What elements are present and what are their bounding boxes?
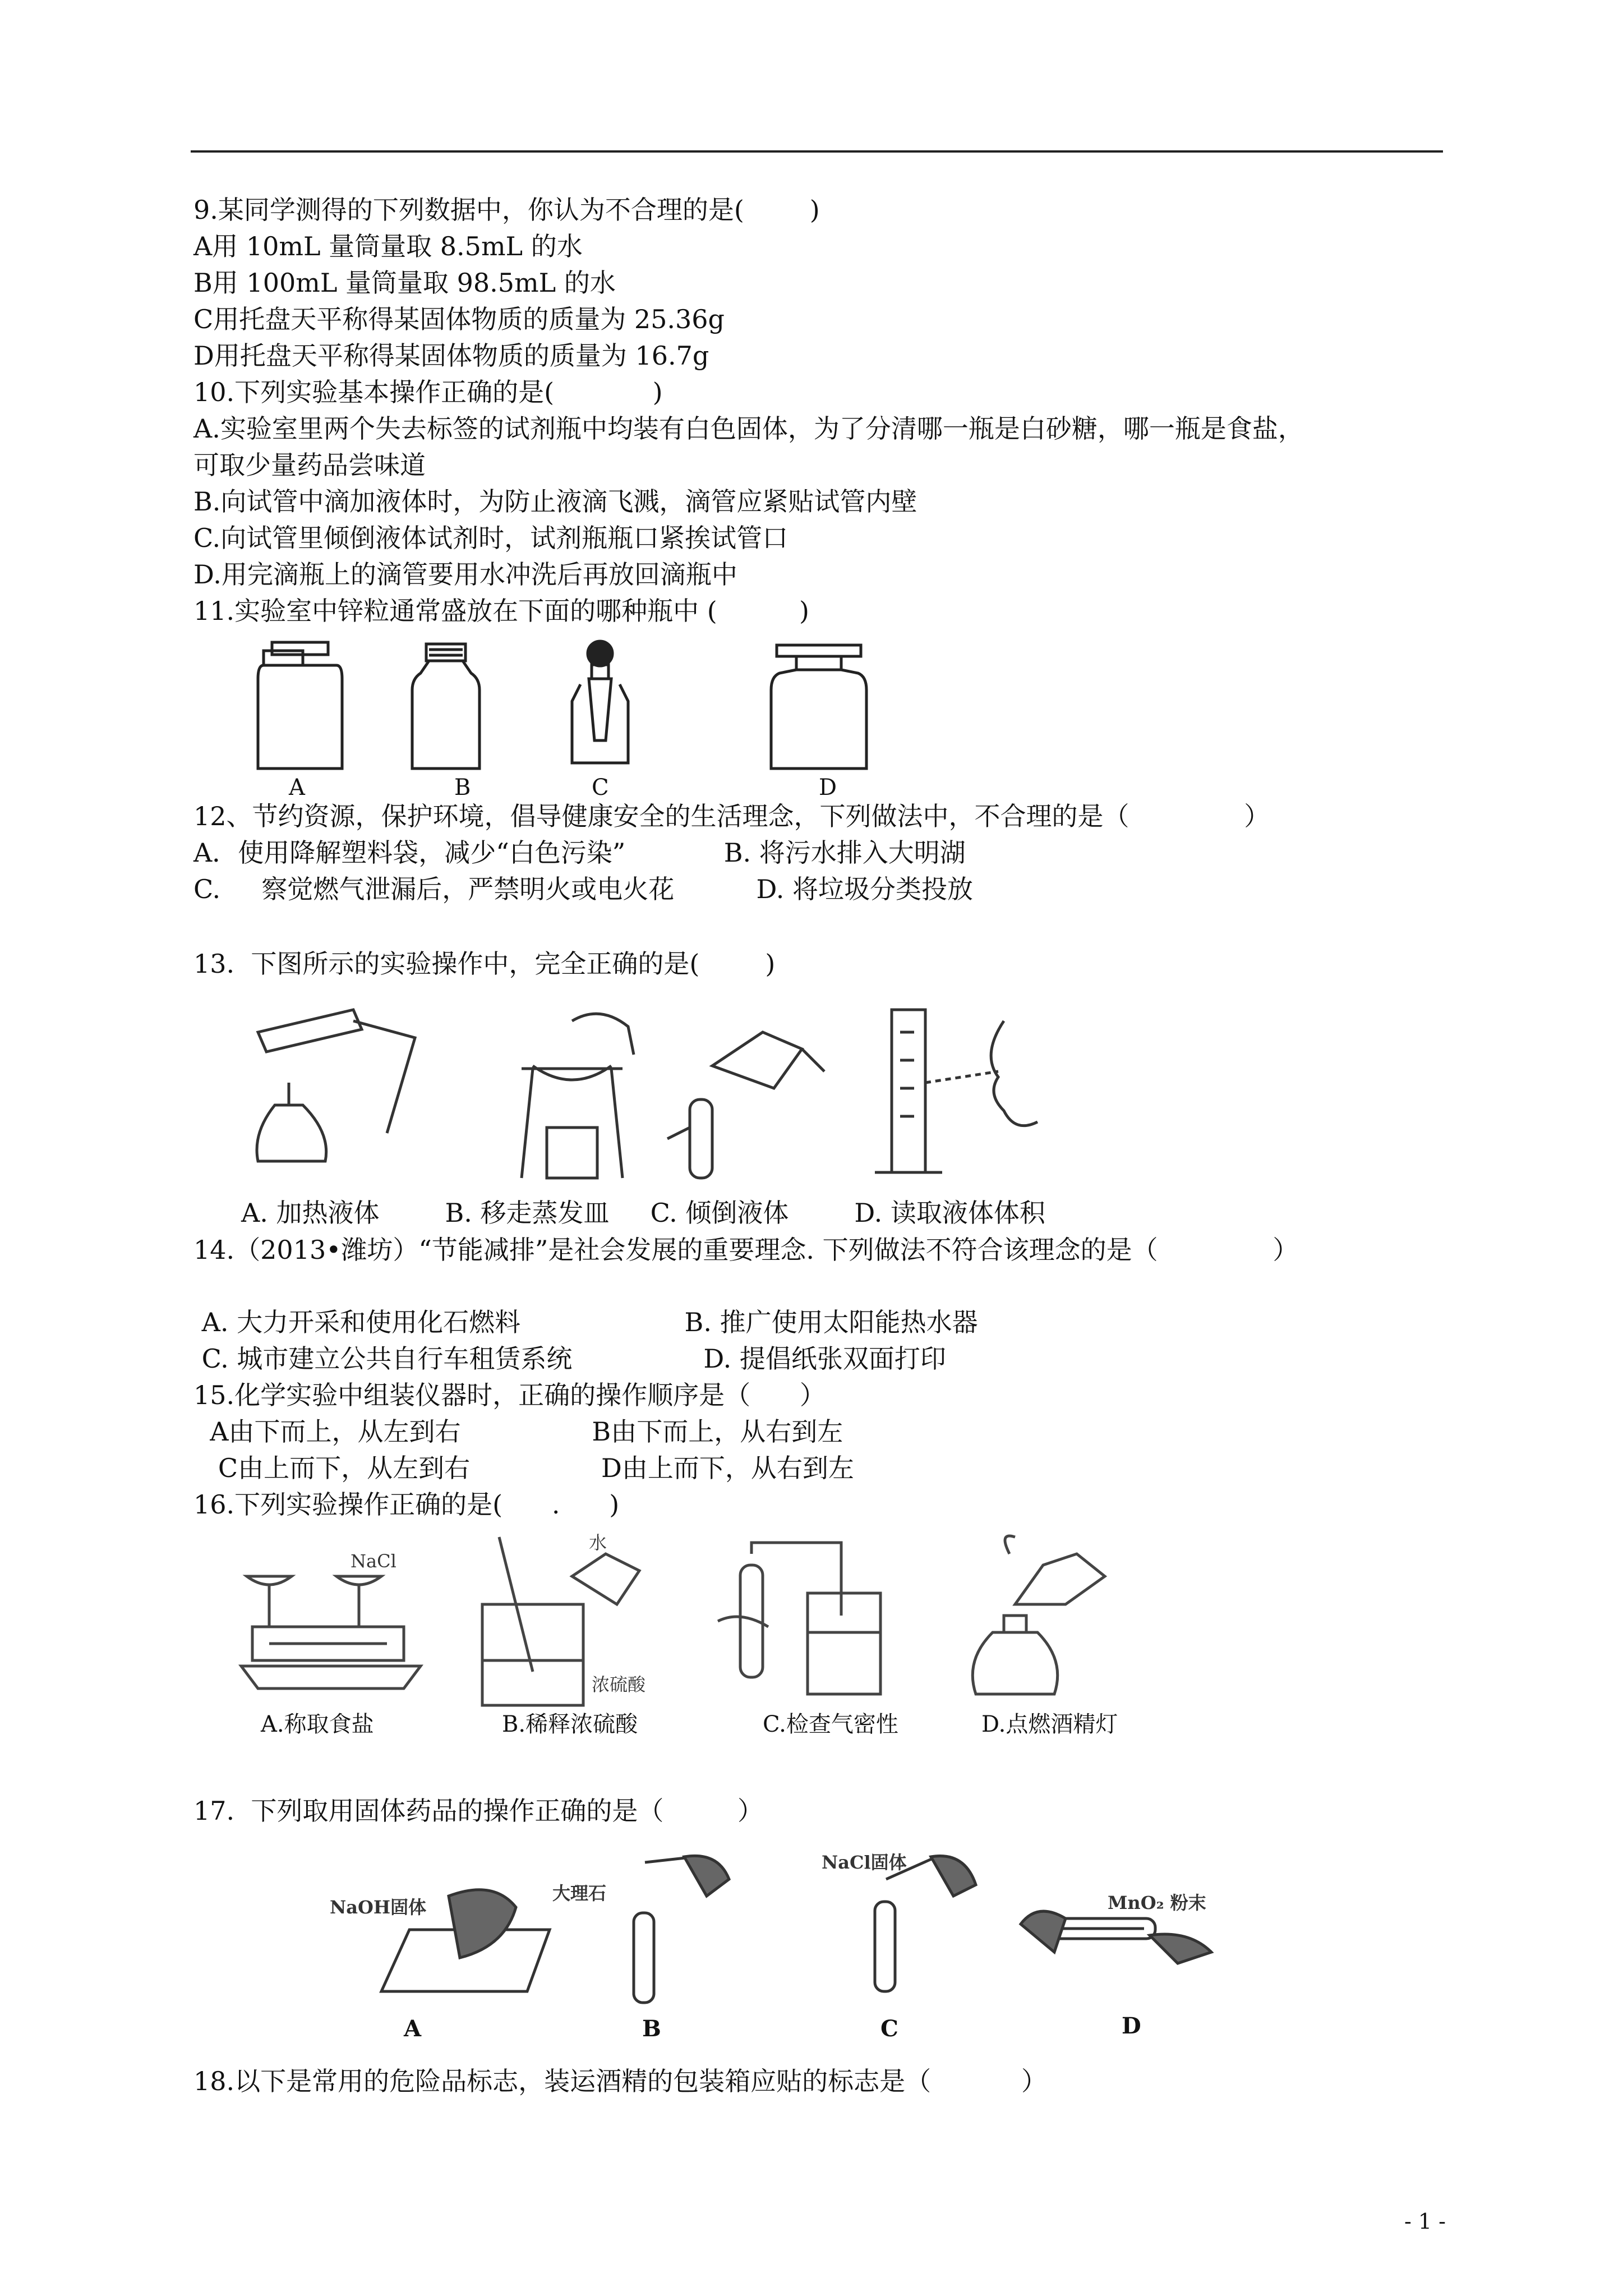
q10-option-a-line1: A.实验室里两个失去标签的试剂瓶中均装有白色固体，为了分清哪一瓶是白砂糖，哪一瓶是食盐， <box>193 413 1304 444</box>
q9-stem: 9.某同学测得的下列数据中，你认为不合理的是( ) <box>193 195 820 225</box>
q11-label-c: C <box>592 775 609 800</box>
q16-caption-a: A.称取食盐 <box>261 1711 374 1737</box>
q12-options-ab: A．使用降解塑料袋，减少“白色污染” B. 将污水排入大明湖 <box>193 838 966 868</box>
q12-options-cd: C. 察觉燃气泄漏后，严禁明火或电火花 D. 将垃圾分类投放 <box>193 874 973 904</box>
q16-water-tag: 水 <box>589 1532 607 1553</box>
pouring-liquid-icon <box>667 1032 824 1178</box>
q16-caption-d: D.点燃酒精灯 <box>981 1711 1118 1737</box>
q17-label-a: A <box>404 2016 422 2042</box>
q16-stem: 16.下列实验操作正确的是( . ) <box>193 1489 620 1520</box>
q14-options-cd: C. 城市建立公共自行车租赁系统 D. 提倡纸张双面打印 <box>193 1343 946 1374</box>
q10-option-b: B.向试管中滴加液体时，为防止液滴飞溅，滴管应紧贴试管内壁 <box>193 486 917 517</box>
evaporating-dish-icon <box>522 1014 634 1178</box>
narrow-mouth-bottle-icon <box>412 644 479 769</box>
spatula-test-tube-icon <box>875 1856 976 1991</box>
q16-caption-c: C.检查气密性 <box>763 1711 898 1737</box>
q10-stem: 10.下列实验基本操作正确的是( ) <box>193 377 663 407</box>
q16-caption-b: B.稀释浓硫酸 <box>502 1711 638 1737</box>
stoppered-bottle-icon <box>771 645 866 769</box>
q17-operations-figure <box>348 1846 1256 2008</box>
q15-stem: 15.化学实验中组装仪器时，正确的操作顺序是（ ） <box>193 1380 826 1410</box>
q17-marble-tag: 大理石 <box>552 1883 607 1904</box>
q9-option-c: C用托盘天平称得某固体物质的质量为 25.36g <box>193 304 725 334</box>
q9-option-b: B用 100mL 量筒量取 98.5mL 的水 <box>193 268 616 298</box>
airtight-check-icon <box>718 1543 880 1694</box>
q16-acid-tag: 浓硫酸 <box>592 1674 646 1695</box>
q9-option-d: D用托盘天平称得某固体物质的质量为 16.7g <box>193 341 709 371</box>
q9-option-a: A用 10mL 量筒量取 8.5mL 的水 <box>193 231 583 261</box>
q14-options-ab: A. 大力开采和使用化石燃料 B. 推广使用太阳能热水器 <box>193 1307 978 1337</box>
q15-options-ab: A由下而上，从左到右 B由下而上，从右到左 <box>193 1416 843 1447</box>
q11-label-a: A <box>289 775 305 800</box>
q13-options: A. 加热液体 B. 移走蒸发皿 C. 倾倒液体 D. 读取液体体积 <box>241 1198 1045 1228</box>
marble-tweezers-icon <box>634 1856 729 2003</box>
q17-label-b: B <box>642 2016 661 2042</box>
q13-operations-figure <box>241 999 1082 1189</box>
q16-nacl-tag: NaCl <box>351 1550 396 1572</box>
q15-options-cd: C由上而下，从左到右 D由上而下，从右到左 <box>193 1453 854 1483</box>
graduated-cylinder-icon <box>875 1010 1038 1172</box>
q17-naoh-tag: NaOH固体 <box>330 1897 427 1918</box>
q17-mno2-tag: MnO₂ 粉末 <box>1108 1892 1206 1913</box>
q14-stem: 14.（2013•潍坊）“节能减排”是社会发展的重要理念. 下列做法不符合该理念的是（ ） <box>193 1235 1299 1265</box>
header-rule <box>191 150 1443 153</box>
balance-icon <box>241 1576 421 1688</box>
q17-label-c: C <box>880 2016 898 2042</box>
page-number: - 1 - <box>1404 2209 1446 2234</box>
q12-stem: 12、节约资源，保护环境，倡导健康安全的生活理念，下列做法中，不合理的是（ ） <box>193 801 1270 831</box>
q10-option-c: C.向试管里倾倒液体试剂时，试剂瓶瓶口紧挨试管口 <box>193 523 789 553</box>
q11-label-b: B <box>454 775 471 800</box>
q13-stem: 13. 下图所示的实验操作中，完全正确的是( ) <box>193 949 776 979</box>
q11-label-d: D <box>819 775 837 800</box>
q10-option-a-line2: 可取少量药品尝味道 <box>193 450 426 480</box>
q11-stem: 11.实验室中锌粒通常盛放在下面的哪种瓶中 ( ) <box>193 596 809 626</box>
q17-nacl-tag: NaCl固体 <box>822 1852 907 1873</box>
heating-test-tube-icon <box>257 1010 415 1161</box>
wide-mouth-bottle-icon <box>258 642 342 769</box>
q10-option-d: D.用完滴瓶上的滴管要用水冲洗后再放回滴瓶中 <box>193 559 737 590</box>
q18-stem: 18.以下是常用的危险品标志，装运酒精的包装箱应贴的标志是（ ） <box>193 2066 1047 2096</box>
q17-label-d: D <box>1122 2013 1141 2039</box>
q17-stem: 17. 下列取用固体药品的操作正确的是（ ） <box>193 1796 763 1826</box>
paper-trough-icon <box>1021 1911 1211 1963</box>
alcohol-lamp-icon <box>972 1536 1105 1694</box>
dropper-bottle-icon <box>572 641 628 763</box>
